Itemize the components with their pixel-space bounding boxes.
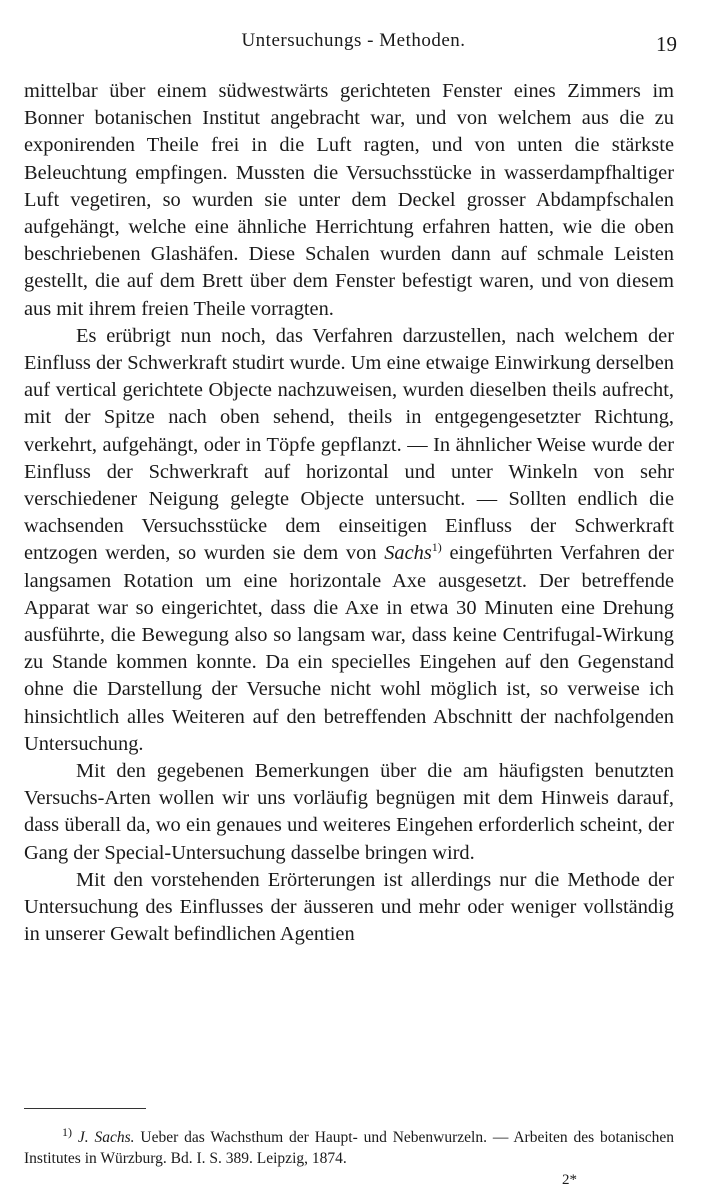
footnote-divider	[24, 1108, 146, 1109]
paragraph-2-part-b: eingeführten Verfahren der langsamen Rotation um eine horizontale Axe ausgesetzt. Der betreffende Apparat war so eingerichtet, dass die Axe in etwa 30 Minuten eine Drehung ausführte, die Bewegung also so langsam war, dass keine Centrifugal-Wirkung zu Stande kommen konnte. Da ein specielles Eingehen auf den Gegenstand ohne die Darstellung der Versuche nicht wohl möglich ist, so verweise ich hinsichtlich alles Weiteren auf den betreffenden Abschnitt der nachfolgenden Untersuchung.	[24, 542, 674, 755]
page-number: 19	[656, 32, 677, 56]
footnote-number: 1)	[62, 1124, 72, 1139]
paragraph-1: mittelbar über einem südwestwärts gerichteten Fenster eines Zimmers im Bonner botanischen Institut angebracht war, und von welchem aus die zu exponirenden Theile frei in die Luft ragten, und von unten die stärkste Beleuchtung empfingen. Mussten die Versuchsstücke in wasserdampfhaltiger Luft vegetiren, so wurden sie unter dem Deckel grosser Abdampfschalen aufgehängt, welche eine ähnliche Herrichtung erfahren hatten, wie die oben beschriebenen Glashäfen. Diese Schalen wurden dann auf schmale Leisten gestellt, die auf dem Brett über dem Fenster befestigt waren, und von diesem aus mit ihrem freien Theile vorragten.	[24, 80, 674, 320]
footnote-author: J. Sachs.	[77, 1129, 135, 1146]
paragraph-4: Mit den vorstehenden Erörterungen ist allerdings nur die Methode der Untersuchung des Einflusses der äusseren und mehr oder weniger vollständig in unserer Gewalt befindlichen Agentien	[24, 868, 674, 946]
author-reference: Sachs	[384, 542, 432, 565]
signature-mark: 2*	[562, 1172, 577, 1188]
page-header	[0, 30, 707, 60]
footnote-marker: 1)	[431, 540, 442, 555]
paragraph-3: Mit den gegebenen Bemerkungen über die am häufigsten benutzten Versuchs-Arten wollen wir uns vorläufig begnügen mit dem Hinweis darauf, dass überall da, wo ein genaues und weiteres Eingehen erforderlich scheint, der Gang der Special-Untersuchung dasselbe bringen wird.	[24, 760, 674, 864]
footnote-text: Ueber das Wachsthum der Haupt- und Nebenwurzeln. — Arbeiten des botanischen Institutes in Würzburg. Bd. I. S. 389. Leipzig, 1874.	[24, 1129, 675, 1167]
footnote	[24, 1124, 675, 1169]
body-text	[24, 78, 674, 949]
paragraph-2	[24, 323, 674, 758]
running-title: Untersuchungs - Methoden.	[241, 30, 466, 51]
paragraph-2-part-a: Es erübrigt nun noch, das Verfahren darzustellen, nach welchem der Einfluss der Schwerkraft studirt wurde. Um eine etwaige Einwirkung derselben auf vertical gerichtete Objecte nachzuweisen, wurden dieselben theils aufrecht, mit der Spitze nach oben sehend, theils in entgegengesetzter Richtung, verkehrt, aufgehängt, oder in Töpfe gepflanzt. — In ähnlicher Weise wurde der Einfluss der Schwerkraft auf horizontal und unter Winkeln von sehr verschiedener Neigung gelegte Objecte untersucht. — Sollten endlich die wachsenden Versuchsstücke dem einseitigen Einfluss der Schwerkraft entzogen werden, so wurden sie dem von	[24, 324, 674, 565]
